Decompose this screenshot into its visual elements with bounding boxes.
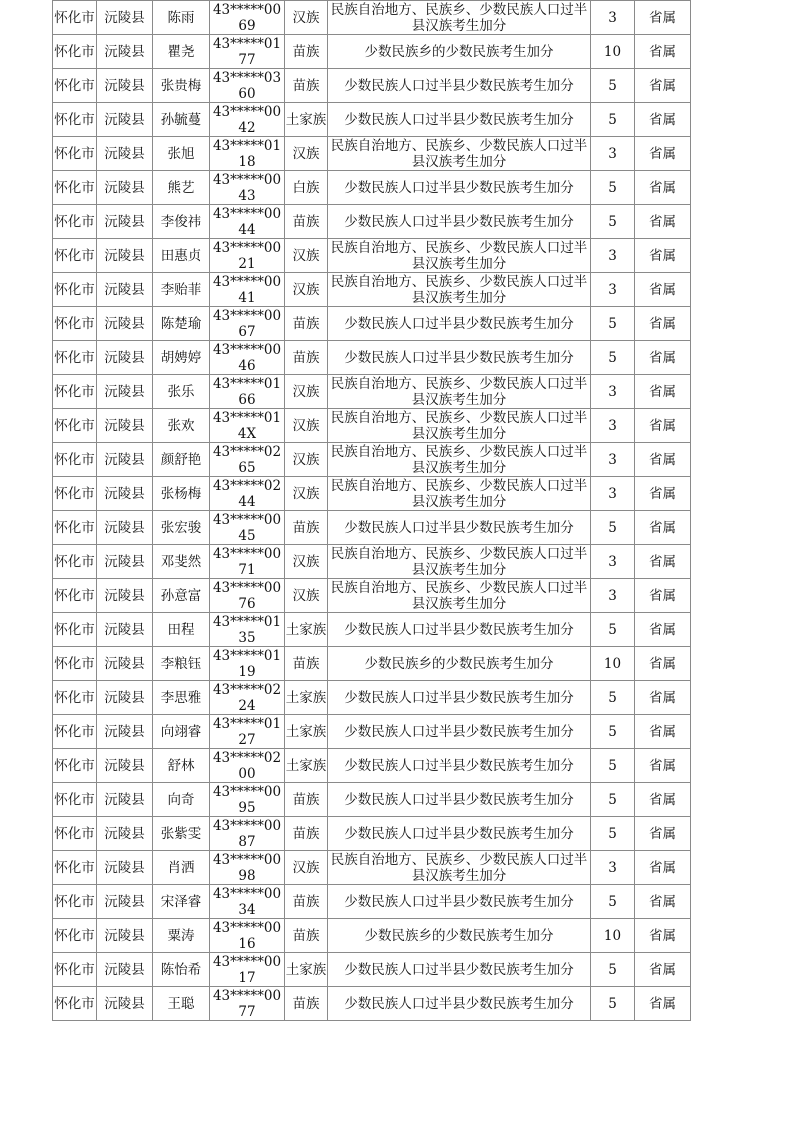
ethnicity-cell: 土家族: [285, 953, 328, 987]
bonus-item-cell: 少数民族人口过半县少数民族考生加分: [328, 69, 591, 103]
id-number-cell: 43*****0017: [210, 953, 285, 987]
ethnicity-cell: 土家族: [285, 613, 328, 647]
county-cell: 沅陵县: [97, 987, 153, 1021]
county-cell: 沅陵县: [97, 749, 153, 783]
id-number-cell: 43*****0224: [210, 681, 285, 715]
table-row: [53, 341, 691, 375]
name-cell: 胡娉婷: [153, 341, 210, 375]
bonus-item-cell: 民族自治地方、民族乡、少数民族人口过半县汉族考生加分: [328, 443, 591, 477]
affiliation-cell: 省属: [635, 953, 691, 987]
county-cell: 沅陵县: [97, 375, 153, 409]
name-cell: 李思雅: [153, 681, 210, 715]
ethnicity-cell: 苗族: [285, 511, 328, 545]
county-cell: 沅陵县: [97, 953, 153, 987]
id-number-cell: 43*****014X: [210, 409, 285, 443]
county-cell: 沅陵县: [97, 885, 153, 919]
table-row: [53, 647, 691, 681]
table-row: [53, 273, 691, 307]
ethnicity-cell: 汉族: [285, 239, 328, 273]
affiliation-cell: 省属: [635, 35, 691, 69]
id-number-cell: 43*****0044: [210, 205, 285, 239]
ethnicity-cell: 苗族: [285, 783, 328, 817]
affiliation-cell: 省属: [635, 1, 691, 35]
ethnicity-cell: 汉族: [285, 409, 328, 443]
affiliation-cell: 省属: [635, 375, 691, 409]
bonus-item-cell: 少数民族人口过半县少数民族考生加分: [328, 885, 591, 919]
bonus-points-table: [52, 0, 691, 1021]
name-cell: 向翊睿: [153, 715, 210, 749]
id-number-cell: 43*****0177: [210, 35, 285, 69]
table-row: [53, 511, 691, 545]
table-row: [53, 103, 691, 137]
bonus-points-cell: 5: [591, 953, 635, 987]
bonus-points-cell: 3: [591, 579, 635, 613]
bonus-points-cell: 5: [591, 783, 635, 817]
bonus-item-cell: 少数民族人口过半县少数民族考生加分: [328, 341, 591, 375]
affiliation-cell: 省属: [635, 749, 691, 783]
id-number-cell: 43*****0067: [210, 307, 285, 341]
affiliation-cell: 省属: [635, 477, 691, 511]
name-cell: 陈怡希: [153, 953, 210, 987]
county-cell: 沅陵县: [97, 171, 153, 205]
name-cell: 孙毓蔓: [153, 103, 210, 137]
city-cell: 怀化市: [53, 443, 97, 477]
name-cell: 陈楚瑜: [153, 307, 210, 341]
county-cell: 沅陵县: [97, 273, 153, 307]
ethnicity-cell: 土家族: [285, 749, 328, 783]
city-cell: 怀化市: [53, 545, 97, 579]
city-cell: 怀化市: [53, 647, 97, 681]
name-cell: 李贻菲: [153, 273, 210, 307]
affiliation-cell: 省属: [635, 545, 691, 579]
ethnicity-cell: 苗族: [285, 341, 328, 375]
table-row: [53, 851, 691, 885]
affiliation-cell: 省属: [635, 647, 691, 681]
id-number-cell: 43*****0135: [210, 613, 285, 647]
city-cell: 怀化市: [53, 409, 97, 443]
bonus-points-cell: 3: [591, 375, 635, 409]
ethnicity-cell: 土家族: [285, 715, 328, 749]
county-cell: 沅陵县: [97, 647, 153, 681]
city-cell: 怀化市: [53, 613, 97, 647]
ethnicity-cell: 汉族: [285, 477, 328, 511]
affiliation-cell: 省属: [635, 307, 691, 341]
name-cell: 瞿尧: [153, 35, 210, 69]
id-number-cell: 43*****0098: [210, 851, 285, 885]
bonus-points-cell: 10: [591, 35, 635, 69]
table-row: [53, 749, 691, 783]
affiliation-cell: 省属: [635, 273, 691, 307]
bonus-item-cell: 少数民族人口过半县少数民族考生加分: [328, 953, 591, 987]
bonus-points-cell: 5: [591, 69, 635, 103]
id-number-cell: 43*****0069: [210, 1, 285, 35]
ethnicity-cell: 苗族: [285, 647, 328, 681]
city-cell: 怀化市: [53, 579, 97, 613]
city-cell: 怀化市: [53, 851, 97, 885]
table-row: [53, 205, 691, 239]
bonus-item-cell: 少数民族人口过半县少数民族考生加分: [328, 511, 591, 545]
bonus-item-cell: 民族自治地方、民族乡、少数民族人口过半县汉族考生加分: [328, 851, 591, 885]
city-cell: 怀化市: [53, 239, 97, 273]
table-row: [53, 171, 691, 205]
bonus-points-cell: 3: [591, 1, 635, 35]
table-row: [53, 953, 691, 987]
table-row: [53, 545, 691, 579]
city-cell: 怀化市: [53, 783, 97, 817]
table-row: [53, 477, 691, 511]
city-cell: 怀化市: [53, 919, 97, 953]
bonus-item-cell: 少数民族人口过半县少数民族考生加分: [328, 307, 591, 341]
bonus-item-cell: 少数民族人口过半县少数民族考生加分: [328, 987, 591, 1021]
bonus-points-cell: 3: [591, 273, 635, 307]
affiliation-cell: 省属: [635, 103, 691, 137]
bonus-points-cell: 5: [591, 817, 635, 851]
bonus-points-cell: 3: [591, 477, 635, 511]
county-cell: 沅陵县: [97, 409, 153, 443]
bonus-item-cell: 少数民族乡的少数民族考生加分: [328, 919, 591, 953]
county-cell: 沅陵县: [97, 443, 153, 477]
id-number-cell: 43*****0166: [210, 375, 285, 409]
name-cell: 熊艺: [153, 171, 210, 205]
city-cell: 怀化市: [53, 69, 97, 103]
ethnicity-cell: 汉族: [285, 443, 328, 477]
bonus-item-cell: 民族自治地方、民族乡、少数民族人口过半县汉族考生加分: [328, 545, 591, 579]
name-cell: 田惠贞: [153, 239, 210, 273]
city-cell: 怀化市: [53, 987, 97, 1021]
name-cell: 向奇: [153, 783, 210, 817]
id-number-cell: 43*****0087: [210, 817, 285, 851]
county-cell: 沅陵县: [97, 205, 153, 239]
city-cell: 怀化市: [53, 273, 97, 307]
city-cell: 怀化市: [53, 511, 97, 545]
affiliation-cell: 省属: [635, 443, 691, 477]
bonus-points-cell: 3: [591, 443, 635, 477]
bonus-item-cell: 少数民族人口过半县少数民族考生加分: [328, 103, 591, 137]
ethnicity-cell: 苗族: [285, 817, 328, 851]
id-number-cell: 43*****0016: [210, 919, 285, 953]
table-row: [53, 409, 691, 443]
bonus-item-cell: 民族自治地方、民族乡、少数民族人口过半县汉族考生加分: [328, 477, 591, 511]
ethnicity-cell: 白族: [285, 171, 328, 205]
id-number-cell: 43*****0046: [210, 341, 285, 375]
id-number-cell: 43*****0360: [210, 69, 285, 103]
county-cell: 沅陵县: [97, 783, 153, 817]
county-cell: 沅陵县: [97, 579, 153, 613]
id-number-cell: 43*****0244: [210, 477, 285, 511]
table-row: [53, 885, 691, 919]
ethnicity-cell: 土家族: [285, 681, 328, 715]
county-cell: 沅陵县: [97, 137, 153, 171]
bonus-item-cell: 少数民族人口过半县少数民族考生加分: [328, 171, 591, 205]
county-cell: 沅陵县: [97, 103, 153, 137]
county-cell: 沅陵县: [97, 239, 153, 273]
table-row: [53, 239, 691, 273]
affiliation-cell: 省属: [635, 171, 691, 205]
bonus-item-cell: 民族自治地方、民族乡、少数民族人口过半县汉族考生加分: [328, 1, 591, 35]
county-cell: 沅陵县: [97, 919, 153, 953]
bonus-item-cell: 少数民族人口过半县少数民族考生加分: [328, 783, 591, 817]
name-cell: 王聪: [153, 987, 210, 1021]
table-row: [53, 715, 691, 749]
affiliation-cell: 省属: [635, 715, 691, 749]
affiliation-cell: 省属: [635, 817, 691, 851]
id-number-cell: 43*****0127: [210, 715, 285, 749]
table-row: [53, 579, 691, 613]
county-cell: 沅陵县: [97, 851, 153, 885]
bonus-points-cell: 5: [591, 987, 635, 1021]
name-cell: 邓斐然: [153, 545, 210, 579]
ethnicity-cell: 苗族: [285, 69, 328, 103]
city-cell: 怀化市: [53, 103, 97, 137]
bonus-item-cell: 少数民族人口过半县少数民族考生加分: [328, 681, 591, 715]
name-cell: 舒林: [153, 749, 210, 783]
name-cell: 孙意富: [153, 579, 210, 613]
table-row: [53, 137, 691, 171]
county-cell: 沅陵县: [97, 613, 153, 647]
bonus-points-cell: 3: [591, 239, 635, 273]
id-number-cell: 43*****0043: [210, 171, 285, 205]
bonus-points-cell: 5: [591, 749, 635, 783]
city-cell: 怀化市: [53, 171, 97, 205]
ethnicity-cell: 汉族: [285, 273, 328, 307]
city-cell: 怀化市: [53, 477, 97, 511]
id-number-cell: 43*****0095: [210, 783, 285, 817]
ethnicity-cell: 汉族: [285, 851, 328, 885]
county-cell: 沅陵县: [97, 477, 153, 511]
ethnicity-cell: 汉族: [285, 375, 328, 409]
id-number-cell: 43*****0045: [210, 511, 285, 545]
bonus-points-cell: 5: [591, 511, 635, 545]
ethnicity-cell: 苗族: [285, 307, 328, 341]
bonus-points-cell: 5: [591, 885, 635, 919]
county-cell: 沅陵县: [97, 681, 153, 715]
id-number-cell: 43*****0265: [210, 443, 285, 477]
bonus-item-cell: 少数民族人口过半县少数民族考生加分: [328, 715, 591, 749]
county-cell: 沅陵县: [97, 69, 153, 103]
bonus-item-cell: 民族自治地方、民族乡、少数民族人口过半县汉族考生加分: [328, 273, 591, 307]
affiliation-cell: 省属: [635, 205, 691, 239]
bonus-points-cell: 3: [591, 545, 635, 579]
name-cell: 张旭: [153, 137, 210, 171]
affiliation-cell: 省属: [635, 511, 691, 545]
county-cell: 沅陵县: [97, 715, 153, 749]
name-cell: 张乐: [153, 375, 210, 409]
ethnicity-cell: 苗族: [285, 205, 328, 239]
table-row: [53, 613, 691, 647]
table-row: [53, 681, 691, 715]
id-number-cell: 43*****0200: [210, 749, 285, 783]
bonus-item-cell: 民族自治地方、民族乡、少数民族人口过半县汉族考生加分: [328, 239, 591, 273]
ethnicity-cell: 汉族: [285, 579, 328, 613]
bonus-points-cell: 5: [591, 341, 635, 375]
bonus-points-cell: 5: [591, 171, 635, 205]
bonus-points-cell: 5: [591, 715, 635, 749]
id-number-cell: 43*****0041: [210, 273, 285, 307]
table-row: [53, 443, 691, 477]
bonus-points-cell: 3: [591, 409, 635, 443]
ethnicity-cell: 苗族: [285, 987, 328, 1021]
id-number-cell: 43*****0021: [210, 239, 285, 273]
bonus-item-cell: 民族自治地方、民族乡、少数民族人口过半县汉族考生加分: [328, 137, 591, 171]
ethnicity-cell: 汉族: [285, 545, 328, 579]
bonus-points-cell: 5: [591, 205, 635, 239]
affiliation-cell: 省属: [635, 851, 691, 885]
name-cell: 李粮钰: [153, 647, 210, 681]
county-cell: 沅陵县: [97, 35, 153, 69]
bonus-points-cell: 3: [591, 137, 635, 171]
name-cell: 张贵梅: [153, 69, 210, 103]
city-cell: 怀化市: [53, 137, 97, 171]
county-cell: 沅陵县: [97, 1, 153, 35]
id-number-cell: 43*****0077: [210, 987, 285, 1021]
affiliation-cell: 省属: [635, 885, 691, 919]
affiliation-cell: 省属: [635, 137, 691, 171]
ethnicity-cell: 土家族: [285, 103, 328, 137]
name-cell: 张杨梅: [153, 477, 210, 511]
id-number-cell: 43*****0042: [210, 103, 285, 137]
name-cell: 陈雨: [153, 1, 210, 35]
table-row: [53, 987, 691, 1021]
table-row: [53, 919, 691, 953]
bonus-points-cell: 10: [591, 647, 635, 681]
affiliation-cell: 省属: [635, 919, 691, 953]
city-cell: 怀化市: [53, 817, 97, 851]
ethnicity-cell: 苗族: [285, 885, 328, 919]
county-cell: 沅陵县: [97, 545, 153, 579]
bonus-item-cell: 民族自治地方、民族乡、少数民族人口过半县汉族考生加分: [328, 409, 591, 443]
city-cell: 怀化市: [53, 307, 97, 341]
bonus-points-cell: 5: [591, 681, 635, 715]
id-number-cell: 43*****0076: [210, 579, 285, 613]
bonus-item-cell: 少数民族人口过半县少数民族考生加分: [328, 817, 591, 851]
table-row: [53, 375, 691, 409]
county-cell: 沅陵县: [97, 511, 153, 545]
name-cell: 田程: [153, 613, 210, 647]
ethnicity-cell: 汉族: [285, 137, 328, 171]
affiliation-cell: 省属: [635, 987, 691, 1021]
affiliation-cell: 省属: [635, 613, 691, 647]
ethnicity-cell: 苗族: [285, 919, 328, 953]
city-cell: 怀化市: [53, 341, 97, 375]
id-number-cell: 43*****0119: [210, 647, 285, 681]
name-cell: 颜舒艳: [153, 443, 210, 477]
table-body: [53, 1, 691, 1021]
county-cell: 沅陵县: [97, 817, 153, 851]
bonus-item-cell: 少数民族人口过半县少数民族考生加分: [328, 205, 591, 239]
table-row: [53, 35, 691, 69]
affiliation-cell: 省属: [635, 239, 691, 273]
table-row: [53, 307, 691, 341]
bonus-item-cell: 民族自治地方、民族乡、少数民族人口过半县汉族考生加分: [328, 375, 591, 409]
table-row: [53, 1, 691, 35]
bonus-item-cell: 民族自治地方、民族乡、少数民族人口过半县汉族考生加分: [328, 579, 591, 613]
bonus-points-cell: 5: [591, 307, 635, 341]
id-number-cell: 43*****0118: [210, 137, 285, 171]
bonus-item-cell: 少数民族乡的少数民族考生加分: [328, 647, 591, 681]
table-row: [53, 69, 691, 103]
name-cell: 宋泽睿: [153, 885, 210, 919]
affiliation-cell: 省属: [635, 341, 691, 375]
bonus-points-cell: 5: [591, 613, 635, 647]
city-cell: 怀化市: [53, 953, 97, 987]
name-cell: 肖洒: [153, 851, 210, 885]
affiliation-cell: 省属: [635, 681, 691, 715]
name-cell: 李俊祎: [153, 205, 210, 239]
city-cell: 怀化市: [53, 715, 97, 749]
name-cell: 张宏骏: [153, 511, 210, 545]
city-cell: 怀化市: [53, 35, 97, 69]
ethnicity-cell: 苗族: [285, 35, 328, 69]
city-cell: 怀化市: [53, 1, 97, 35]
table-row: [53, 817, 691, 851]
city-cell: 怀化市: [53, 205, 97, 239]
county-cell: 沅陵县: [97, 341, 153, 375]
affiliation-cell: 省属: [635, 579, 691, 613]
name-cell: 粟涛: [153, 919, 210, 953]
bonus-points-cell: 5: [591, 103, 635, 137]
affiliation-cell: 省属: [635, 69, 691, 103]
name-cell: 张欢: [153, 409, 210, 443]
city-cell: 怀化市: [53, 375, 97, 409]
affiliation-cell: 省属: [635, 409, 691, 443]
bonus-item-cell: 少数民族乡的少数民族考生加分: [328, 35, 591, 69]
bonus-item-cell: 少数民族人口过半县少数民族考生加分: [328, 749, 591, 783]
county-cell: 沅陵县: [97, 307, 153, 341]
name-cell: 张紫雯: [153, 817, 210, 851]
city-cell: 怀化市: [53, 749, 97, 783]
affiliation-cell: 省属: [635, 783, 691, 817]
bonus-points-cell: 3: [591, 851, 635, 885]
table-row: [53, 783, 691, 817]
bonus-item-cell: 少数民族人口过半县少数民族考生加分: [328, 613, 591, 647]
city-cell: 怀化市: [53, 681, 97, 715]
city-cell: 怀化市: [53, 885, 97, 919]
id-number-cell: 43*****0034: [210, 885, 285, 919]
id-number-cell: 43*****0071: [210, 545, 285, 579]
bonus-points-cell: 10: [591, 919, 635, 953]
ethnicity-cell: 汉族: [285, 1, 328, 35]
